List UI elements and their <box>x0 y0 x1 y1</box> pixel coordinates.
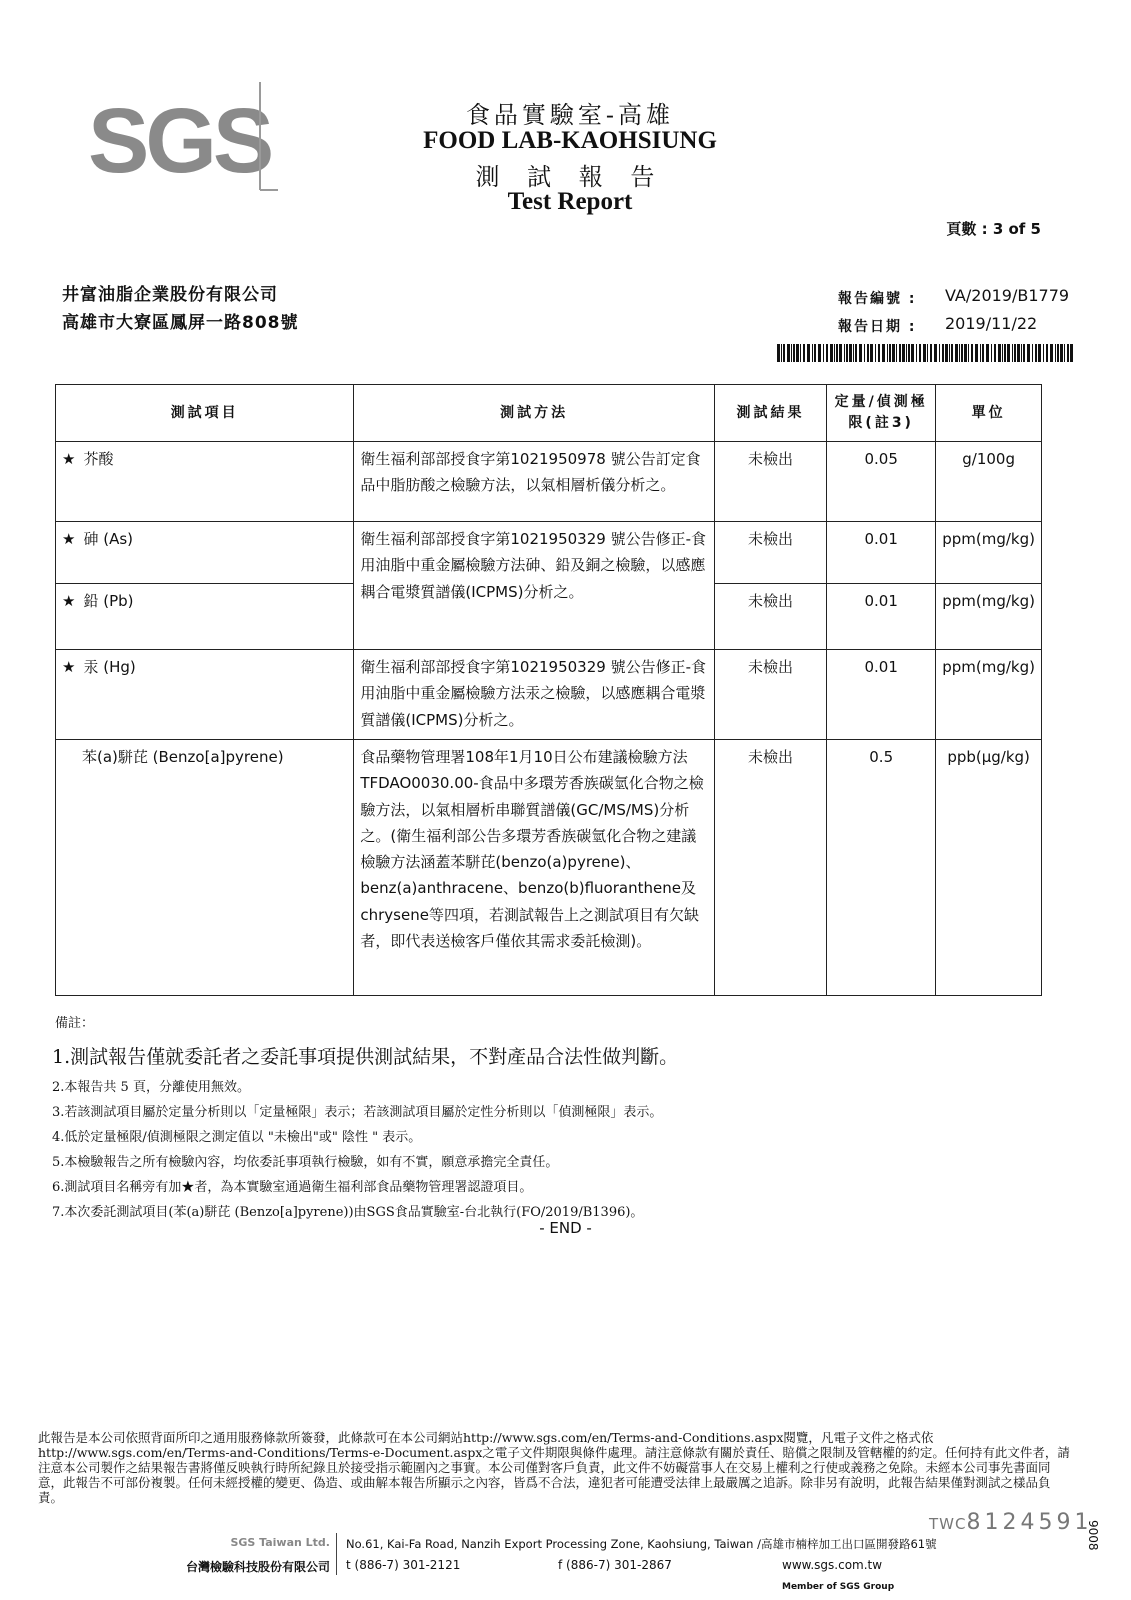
page-label: 頁數 : <box>946 220 988 238</box>
legal-disclaimer: 此報告是本公司依照背面所印之通用服務條款所簽發，此條款可在本公司網站http://www.sgs.com/en/Terms-and-Conditions.aspx閱覽，凡電子文件之格式依http://www.sgs.com/en/Terms-and-Conditions/Terms-e-Document.aspx之電子文件期限與條件處理。請注意條款有關於責任、賠償之限制及管轄權的約定。任何持有此文件者，請注意本公司製作之結果報告書將僅反映執行時所紀錄且於接受指示範圍內之事實。本公司僅對客戶負責，此文件不妨礙當事人在交易上權利之行使或義務之免除。未經本公司事先書面同意，此報告不可部份複製。任何未經授權的變更、偽造、或曲解本報告所顯示之內容，皆爲不合法，違犯者可能遭受法律上最嚴厲之追訴。除非另有說明，此報告結果僅對測試之樣品負責。 <box>38 1430 1070 1505</box>
member-of-sgs: Member of SGS Group <box>782 1582 895 1592</box>
loq-cell: 0.5 <box>827 740 936 996</box>
loq-cell: 0.05 <box>827 442 936 522</box>
item-cell <box>56 584 354 650</box>
serial-prefix: TWC <box>929 1515 967 1533</box>
unit-cell: ppb(μg/kg) <box>936 740 1042 996</box>
header-method: 測試方法 <box>354 385 714 442</box>
unit-cell: ppm(mg/kg) <box>936 650 1042 740</box>
table-row <box>56 522 1042 584</box>
method-cell: 食品藥物管理署108年1月10日公布建議檢驗方法TFDAO0030.00-食品中多環芳香族碳氫化合物之檢驗方法，以氣相層析串聯質譜儀(GC/MS/MS)分析之。(衛生福利部公告多環芳香族碳氫化合物之建議檢驗方法涵蓋苯駢芘(benzo(a)pyrene)、benz(a)anthracene、benzo(b)fluoranthene及chrysene等四項，若測試報告上之測試項目有欠缺者，即代表送檢客戶僅依其需求委託檢測)。 <box>354 740 714 996</box>
method-cell: 衛生福利部部授食字第1021950978 號公告訂定食品中脂肪酸之檢驗方法，以氣相層析儀分析之。 <box>354 442 714 522</box>
remark-note: 5.本檢驗報告之所有檢驗內容，均依委託事項執行檢驗，如有不實，願意承擔完全責任。 <box>52 1155 559 1170</box>
company-fax: f (886-7) 301-2867 <box>558 1558 672 1572</box>
header-item: 測試項目 <box>56 385 354 442</box>
result-cell: 未檢出 <box>714 442 826 522</box>
client-name: 井富油脂企業股份有限公司 <box>62 285 278 305</box>
loq-cell: 0.01 <box>827 650 936 740</box>
client-address: 高雄市大寮區鳳屏一路808號 <box>62 313 299 333</box>
remark-note: 3.若該測試項目屬於定量分析則以「定量極限」表示；若該測試項目屬於定性分析則以「偵測極限」表示。 <box>52 1105 663 1120</box>
report-date-label: 報告日期 : <box>838 319 917 335</box>
result-cell: 未檢出 <box>714 584 826 650</box>
star-icon: ★ <box>62 450 76 468</box>
remark-note: 6.測試項目名稱旁有加★者，為本實驗室通過衛生福利部食品藥物管理署認證項目。 <box>52 1180 533 1195</box>
star-icon: ★ <box>62 592 76 610</box>
loq-cell: 0.01 <box>827 522 936 584</box>
unit-cell: ppm(mg/kg) <box>936 584 1042 650</box>
item-name: 鉛 (Pb) <box>83 592 134 610</box>
sgs-logo <box>88 82 278 192</box>
page-value: 3 of 5 <box>992 220 1041 238</box>
end-marker: - END - <box>539 1219 592 1237</box>
result-cell: 未檢出 <box>714 740 826 996</box>
remark-note: 1.測試報告僅就委託者之委託事項提供測試結果，不對產品合法性做判斷。 <box>52 1046 679 1068</box>
company-name-en: SGS Taiwan Ltd. <box>230 1536 330 1549</box>
star-icon: ★ <box>62 658 76 676</box>
report-number-label: 報告編號 : <box>838 291 917 307</box>
remark-note: 4.低於定量極限/偵測極限之測定值以 "未檢出"或" 陰性 " 表示。 <box>52 1130 422 1145</box>
method-cell: 衛生福利部部授食字第1021950329 號公告修正-食用油脂中重金屬檢驗方法砷、鉛及銅之檢驗，以感應耦合電漿質譜儀(ICPMS)分析之。 <box>354 522 714 650</box>
item-name: 砷 (As) <box>83 530 134 548</box>
report-date: 2019/11/22 <box>945 314 1038 333</box>
page-indicator <box>946 218 1041 239</box>
remark-note: 7.本次委託測試項目(苯(a)駢芘 (Benzo[a]pyrene))由SGS食品實驗室-台北執行(FO/2019/B1396)。 <box>52 1205 644 1220</box>
loq-cell: 0.01 <box>827 584 936 650</box>
table-header-row <box>56 385 1042 442</box>
report-number: VA/2019/B1779 <box>945 286 1070 305</box>
star-icon: ★ <box>62 530 76 548</box>
serial-number: 8124591 <box>966 1510 1093 1535</box>
report-title-en: Test Report <box>507 188 633 215</box>
barcode <box>777 344 1073 362</box>
item-cell <box>56 522 354 584</box>
result-cell: 未檢出 <box>714 650 826 740</box>
unit-cell: ppm(mg/kg) <box>936 522 1042 584</box>
lab-name-cn: 食品實驗室-高雄 <box>465 101 675 129</box>
report-title-cn: 測 試 報 告 <box>475 163 665 191</box>
table-row <box>56 740 1042 996</box>
item-cell <box>56 650 354 740</box>
header-unit: 單位 <box>936 385 1042 442</box>
results-table <box>55 384 1042 996</box>
lab-name-en: FOOD LAB-KAOHSIUNG <box>423 127 717 154</box>
header-result: 測試結果 <box>714 385 826 442</box>
item-name: 芥酸 <box>83 450 114 468</box>
remarks-list <box>52 1042 1052 1226</box>
table-row <box>56 650 1042 740</box>
method-cell: 衛生福利部部授食字第1021950329 號公告修正-食用油脂中重金屬檢驗方法汞之檢驗，以感應耦合電漿質譜儀(ICPMS)分析之。 <box>354 650 714 740</box>
side-code: 9008 <box>1086 1520 1100 1551</box>
company-address: No.61, Kai-Fa Road, Nanzih Export Processing Zone, Kaohsiung, Taiwan /高雄市楠梓加工出口區開發路61號 <box>346 1537 937 1551</box>
item-cell: 苯(a)駢芘 (Benzo[a]pyrene) <box>56 740 354 996</box>
company-website: www.sgs.com.tw <box>782 1558 883 1572</box>
company-phone: t (886-7) 301-2121 <box>346 1558 461 1572</box>
document-serial <box>929 1510 1092 1535</box>
remark-note: 2.本報告共 5 頁，分離使用無效。 <box>52 1080 250 1095</box>
company-name-cn: 台灣檢驗科技股份有限公司 <box>185 1560 330 1574</box>
unit-cell: g/100g <box>936 442 1042 522</box>
result-cell: 未檢出 <box>714 522 826 584</box>
remarks-heading: 備註： <box>55 1016 95 1031</box>
item-name: 汞 (Hg) <box>83 658 136 676</box>
item-cell <box>56 442 354 522</box>
svg-text:SGS: SGS <box>88 90 271 192</box>
header-loq: 定量/偵測極限(註3) <box>827 385 936 442</box>
table-row <box>56 442 1042 522</box>
footer-divider <box>336 1533 337 1575</box>
